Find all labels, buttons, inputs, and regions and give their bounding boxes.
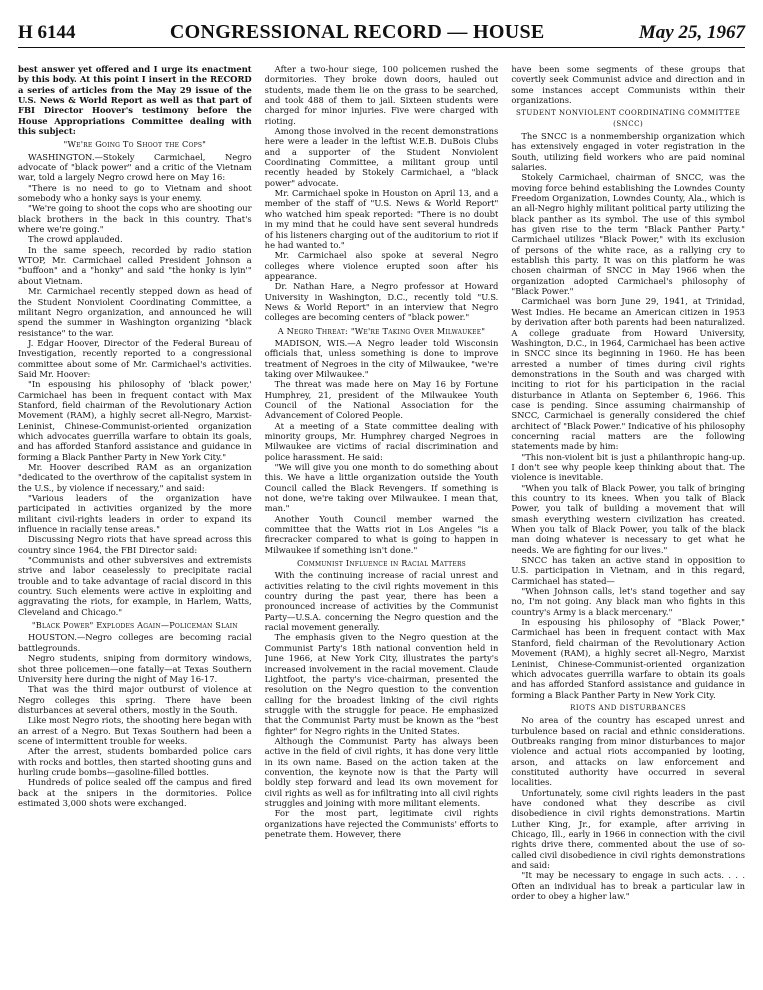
paragraph: The SNCC is a nonmembership organization which has extensively engaged in voter registration in the South, utilizing field workers who are paid nominal salaries. [511, 130, 746, 172]
paragraph: "Various leaders of the organization have participated in activities organized by the more militant civil-rights leaders in order to expand its influence in racially tense areas." [18, 493, 252, 535]
paragraph: "In espousing his philosophy of 'black power,' Carmichael has been in frequent contact with Max Stanford, field chairman of the Revolutionary Action Movement (RAM), a highly secret all-Negro, Marxist-Leninist, Chinese-Communist-oriented organization which advocates guerrilla warfare to obtain its goals, and has afforded Stanford assistance and guidance in forming a Black Panther Party in New York City." [18, 379, 252, 462]
paragraph: That was the third major outburst of violence at Negro colleges this spring. There have been disturbances at several others, mostly in the South. [18, 684, 252, 715]
paragraph: Negro students, sniping from dormitory windows, shot three policemen—one fatally—at Texas Southern University here during the night of May 16-17. [18, 653, 252, 684]
article-heading: Communist Influence in Racial Matters [297, 558, 466, 569]
article-heading: A Negro Threat: "We're Taking Over Milwaukee" [277, 325, 486, 336]
paragraph: "When you talk of Black Power, you talk of bringing this country to its knees. When you talk of Black Power, you talk of building a movement that will smash everything western civilization has created. When you talk of Black Power, you talk of the black man doing whatever is necessary to get what he needs. We are fighting for our lives." [511, 482, 746, 555]
paragraph: Like most Negro riots, the shooting here began with an arrest of a Negro. But Texas Southern had been a scene of intermittent trouble for weeks. [18, 715, 252, 746]
paragraph: After a two-hour siege, 100 policemen rushed the dormitories. They broke down doors, hauled out students, made them lie on the grass to be searched, and took 488 of them to jail. Sixteen students were charged for minor injuries. Five were charged with rioting. [264, 64, 499, 126]
paragraph: At a meeting of a State committee dealing with minority groups, Mr. Humphrey charged Negroes in Milwaukee are victims of racial discrimination and police harassment. He said: [264, 420, 499, 462]
masthead [18, 14, 745, 48]
paragraph: MADISON, WIS.—A Negro leader told Wisconsin officials that, unless something is done to improve treatment of Negroes in the city of Milwaukee, "we're taking over Milwaukee." [264, 337, 499, 379]
section-heading: RIOTS AND DISTURBANCES [570, 703, 687, 712]
paragraph: Mr. Hoover described RAM as an organization "dedicated to the overthrow of the capitalist system in the U.S., by violence if necessary," and said: [18, 462, 252, 493]
publication-title: CONGRESSIONAL RECORD — HOUSE [169, 21, 545, 43]
paragraph: HOUSTON.—Negro colleges are becoming racial battlegrounds. [18, 632, 252, 653]
paragraph: "We will give you one month to do something about this. We have a little organization outside the Youth Council called the Black Revengers. If something is not done, we're taking over Milwaukee. I mean that, man." [264, 462, 499, 514]
article-heading: "Black Power" Explodes Again—Policeman Slain [31, 620, 238, 631]
paragraph: The emphasis given to the Negro question at the Communist Party's 18th national convention held in June 1966, at New York City, illustrates the party's increased involvement in the racial movement. Claude Lightfoot, the party's vice-chairman, presented the resolution on the Negro question to the convention calling for the broadest linking of the civil rights struggle with the struggle for peace. He emphasized that the Communist Party must be known as the "best fighter" for Negro rights in the United States. [264, 632, 499, 736]
paragraph: Mr. Carmichael also spoke at several Negro colleges where violence erupted soon after his appearance. [264, 250, 499, 281]
paragraph: Among those involved in the recent demonstrations here were a leader in the leftist W.E.B. DuBois Clubs and a supporter of the Student Nonviolent Coordinating Committee, a militant group until recently headed by Stokely Carmichael, a "black power" advocate. [264, 126, 499, 188]
text-columns [18, 64, 745, 982]
paragraph: have been some segments of these groups that covertly seek Communist advice and direction and in some instances accept Communists within their organizations. [511, 64, 746, 106]
column-2 [265, 64, 499, 982]
paragraph: "It may be necessary to engage in such acts. . . . Often an individual has to break a particular law in order to obey a higher law." [511, 870, 746, 902]
paragraph: Mr. Carmichael spoke in Houston on April 13, and a member of the staff of "U.S. News & World Report" who watched him speak reported: "There is no doubt in my mind that he could have sent several hundreds of his listeners charging out of the auditorium to riot if he had wanted to." [264, 188, 499, 250]
paragraph: No area of the country has escaped unrest and turbulence based on racial and ethnic considerations. Outbreaks ranging from minor disturbances to major violence and actual riots accompanied by looting, arson, and attacks on law enforcement and constituted authority have occurred in several localities. [511, 715, 746, 788]
paragraph: Hundreds of police sealed off the campus and fired back at the snipers in the dormitories. Police estimated 3,000 shots were exchanged. [18, 777, 252, 808]
paragraph: Although the Communist Party has always been active in the field of civil rights, it has done very little in its own name. Based on the action taken at the convention, the keynote now is that the Party will boldly step forward and lead its own movement for civil rights as well as for infiltrating into all civil rights struggles and joining with more militant elements. [264, 735, 499, 808]
paragraph: SNCC has taken an active stand in opposition to U.S. participation in Vietnam, and in this regard, Carmichael has stated— [511, 555, 746, 586]
paragraph: Carmichael was born June 29, 1941, at Trinidad, West Indies. He became an American citizen in 1953 by derivation after both parents had been naturalized. A college graduate from Howard University, Washington, D.C., in 1964, Carmichael has been active in SNCC since its beginning in 1960. He has been arrested a number of times during civil rights demonstrations in the South and was charged with inciting to riot for his participation in the racial disturbance in Atlanta on September 6, 1966. This case is pending. Since assuming chairmanship of SNCC, Carmichael is generally considered the chief architect of "Black Power." Indicative of his philosophy concerning racial matters are the following statements made by him: [511, 296, 746, 452]
paragraph: "Communists and other subversives and extremists strive and labor ceaselessly to precipitate racial trouble and to take advantage of racial discord in this country. Such elements were active in exploiting and aggravating the riots, for example, in Harlem, Watts, Cleveland and Chicago." [18, 555, 252, 617]
paragraph: The crowd applauded. [28, 234, 123, 245]
paragraph: With the continuing increase of racial unrest and activities relating to the civil rights movement in this country during the past year, there has been a pronounced increase of activities by the Communist Party—U.S.A. concerning the Negro question and the racial movement generally. [264, 570, 499, 633]
paragraph: Another Youth Council member warned the committee that the Watts riot in Los Angeles "is a firecracker compared to what is going to happen in Milwaukee if something isn't done." [264, 513, 499, 555]
paragraph: "This non-violent bit is just a philanthropic hang-up. I don't see why people keep thinking about that. The violence is inevitable. [511, 451, 746, 483]
paragraph: For the most part, legitimate civil rights organizations have rejected the Communists' efforts to penetrate them. However, there [264, 808, 499, 839]
paragraph: Dr. Nathan Hare, a Negro professor at Howard University in Washington, D.C., recently told "U.S. News & World Report" in an interview that Negro colleges are becoming centers of "black power." [264, 281, 499, 323]
paragraph: In espousing his philosophy of "Black Power," Carmichael has been in frequent contact with Max Stanford, field chairman of the Revolutionary Action Movement (RAM), a highly secret all-Negro, Marxist Leninist, Chinese-Communist-oriented organization which advocates guerrilla warfare to obtain its goals and has afforded Stanford assistance and guidance in forming a Black Panther Party in New York City. [511, 617, 746, 700]
paragraph: Stokely Carmichael, chairman of SNCC, was the moving force behind establishing the Lowndes County Freedom Organization, Lowndes County, Ala., which is an all-Negro highly militant political party utilizing the black panther as its symbol. The use of this symbol has given rise to the term "Black Panther Party." Carmichael utilizes "Black Power," with its exclusion of persons of the white race, as a rallying cry to establish this party. It was on this platform he was chosen chairman of SNCC in May 1966 when the organization adopted Carmichael's philosophy of "Black Power." [511, 172, 746, 297]
paragraph: J. Edgar Hoover, Director of the Federal Bureau of Investigation, recently reported to a congressional committee about some of Mr. Carmichael's activities. Said Mr. Hoover: [18, 337, 252, 379]
page-number: H 6144 [18, 22, 76, 43]
paragraph: After the arrest, students bombarded police cars with rocks and bottles, then started shooting guns and hurling crude bombs—gasoline-filled bottles. [18, 746, 252, 777]
paragraph: "We're going to shoot the cops who are shooting our black brothers in the back in this country. That's where we're going." [18, 203, 252, 235]
paragraph: best answer yet offered and I urge its enactment by this body. At this point I insert in the RECORD a series of articles from the May 29 issue of the U.S. News & World Report as well as that part of FBI Director Hoover's testimony before the House Appropriations Committee dealing with this subject: [18, 64, 252, 137]
column-1 [18, 64, 252, 982]
issue-date: May 25, 1967 [638, 22, 745, 43]
paragraph: Unfortunately, some civil rights leaders in the past have condoned what they describe as civil disobedience in civil rights demonstrations. Martin Luther King, Jr., for example, after arriving in Chicago, Ill., early in 1966 in connection with the civil rights drive there, commented about the use of so-called civil disobedience in civil rights demonstrations and said: [511, 787, 746, 870]
article-heading: "We're Going To Shoot the Cops" [63, 139, 207, 150]
paragraph: "When Johnson calls, let's stand together and say no, I'm not going. Any black man who fights in this country's Army is a black mercenary." [511, 586, 746, 617]
paragraph: Mr. Carmichael recently stepped down as head of the Student Nonviolent Coordinating Committee, a militant Negro organization, and announced he will spend the summer in Washington organizing "black resistance" to the war. [18, 286, 252, 338]
paragraph: In the same speech, recorded by radio station WTOP, Mr. Carmichael called President Johnson a "buffoon" and a "honky" and said "the honky is lyin'" about Vietnam. [18, 244, 252, 286]
paragraph: The threat was made here on May 16 by Fortune Humphrey, 21, president of the Milwaukee Youth Council of the National Association for the Advancement of Colored People. [264, 379, 499, 421]
paragraph: "There is no need to go to Vietnam and shoot somebody who a honky says is your enemy. [18, 182, 252, 204]
paragraph: WASHINGTON.—Stokely Carmichael, Negro advocate of "black power" and a critic of the Vietnam war, told a largely Negro crowd here on May 16: [18, 151, 252, 183]
column-3 [511, 64, 745, 982]
section-heading: STUDENT NONVIOLENT COORDINATING COMMITTEE (SNCC) [515, 109, 741, 128]
paragraph: Discussing Negro riots that have spread across this country since 1964, the FBI Director said: [18, 534, 252, 555]
